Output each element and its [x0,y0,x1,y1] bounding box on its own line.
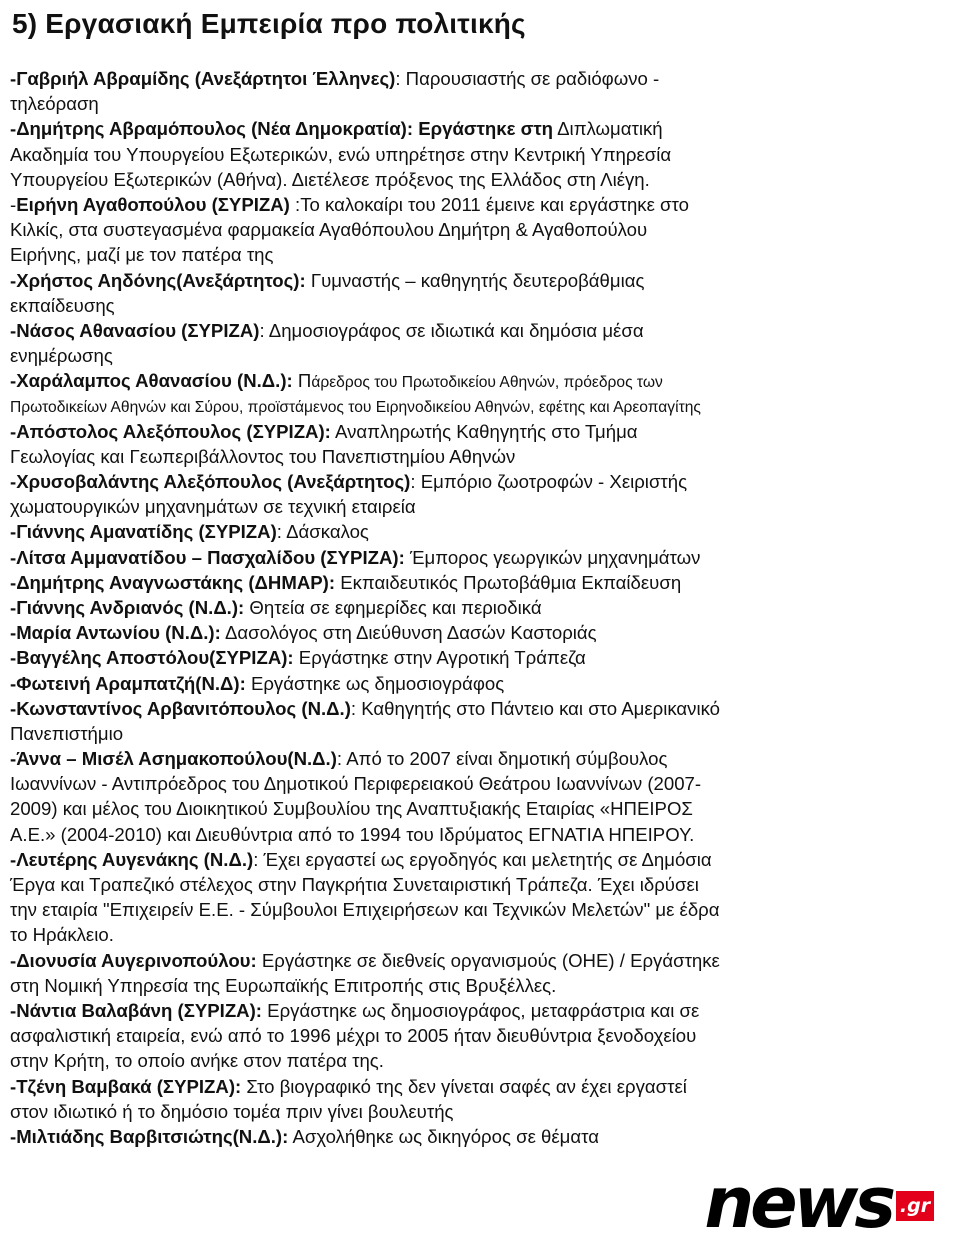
text-line [10,645,950,670]
document-page [10,0,950,1244]
text-line [10,368,950,393]
text-line [10,217,950,242]
text-line [10,293,950,318]
entry-text: Ασχολήθηκε ως δικηγόρος σε θέματα [288,1125,599,1147]
entry-text: Εργάστηκε σε διεθνείς οργανισμούς (ΟΗΕ) / Εργάστηκε [256,949,720,971]
text-line [10,796,950,821]
text-line [10,771,950,796]
entry-name: -Βαγγέλης Αποστόλου(ΣΥΡΙΖΑ): [10,647,294,669]
page-title: 5) Εργασιακή Εμπειρία προ πολιτικής [12,8,526,39]
entry-text: Αναπληρωτής Καθηγητής στο Τμήμα [330,420,638,442]
text-line [10,922,950,947]
text-line [10,242,950,267]
entry-text: Δασολόγος στη Διεύθυνση Δασών Καστοριάς [220,622,597,644]
entry-text: Α.Ε.» (2004-2010) και Διευθύντρια από το 1994 του Ιδρύματος ΕΓΝΑΤΙΑ ΗΠΕΙΡΟΥ. [10,823,695,845]
entry-text: :Το καλοκαίρι του 2011 έμεινε και εργάστηκε στο [289,193,689,215]
entry-name: -Λίτσα Αμμανατίδου – Πασχαλίδου (ΣΥΡΙΖΑ): [10,546,405,568]
text-line [10,444,950,469]
text-line [10,1099,950,1124]
entry-name: -Φωτεινή Αραμπατζή(Ν.Δ): [10,672,246,694]
text-line [10,318,950,343]
entry-text: : Καθηγητής στο Πάντειο και στο Αμερικανικό [350,697,721,719]
entry-text: Ακαδημία του Υπουργείου Εξωτερικών, ενώ υπηρέτησε στην Κεντρική Υπηρεσία [10,143,672,165]
entry-name: -Χρυσοβαλάντης Αλεξόπουλος (Ανεξάρτητος) [10,471,411,492]
logo-wordmark: news [704,1162,892,1244]
text-line [10,746,950,771]
entry-text: στη Νομική Υπηρεσία της Ευρωπαϊκής Επιτροπής στις Βρυξέλλες. [10,974,557,996]
entry-text: ασφαλιστική εταιρεία, ενώ από το 1996 μέχρι το 2005 ήταν διευθύντρια ξενοδοχείου [10,1025,697,1047]
entry-text: Υπουργείου Εξωτερικών (Αθήνα). Διετέλεσε πρόξενος της Ελλάδος στη Λιέγη. [10,168,650,190]
entry-text: στον ιδιωτικό ή το δημόσιο τομέα πριν γίνει βουλευτής [10,1100,454,1122]
entry-text: : Έχει εργαστεί ως εργοδηγός και μελετητής σε Δημόσια [253,848,712,870]
text-line [10,494,950,519]
entry-name: -Μαρία Αντωνίου (Ν.Δ.): [10,622,221,644]
text-line [10,393,950,418]
entry-name: -Νάσος Αθανασίου (ΣΥΡΙΖΑ) [10,319,260,341]
text-line [10,671,950,696]
text-line [10,545,950,570]
text-line [10,142,950,167]
text-line [10,973,950,998]
entry-text: Εργάστηκε ως δημοσιογράφος, μεταφράστρια και σε [262,999,700,1021]
entry-name: Ειρήνη Αγαθοπούλου (ΣΥΡΙΖΑ) [16,193,290,215]
entry-name: -Δημήτρης Αναγνωστάκης (ΔΗΜΑΡ): [10,571,336,593]
entry-text: Εκπαιδευτικός Πρωτοβάθμια Εκπαίδευση [335,571,682,593]
entry-text: Ιωαννίνων - Αντιπρόεδρος του Δημοτικού Περιφερειακού Θεάτρου Ιωαννίνων (2007- [10,773,702,795]
text-line [10,570,950,595]
entry-text: : Δημοσιογράφος σε ιδιωτικά και δημόσια μέσα [259,319,644,341]
entry-text: - [10,193,17,215]
text-line [10,519,950,544]
text-line [10,822,950,847]
entry-text: Πρωτοδικείων Αθηνών και Σύρου, προϊστάμενος του Ειρηνοδικείου Αθηνών, εφέτης και Αρεοπαγίτης [10,399,701,417]
entry-list [10,66,950,1149]
entry-text: Ειρήνης, μαζί με τον πατέρα της [10,244,274,266]
entry-text: Π [292,370,312,392]
entry-text: ενημέρωσης [10,345,113,367]
entry-name: -Μιλτιάδης Βαρβιτσιώτης(Ν.Δ.): [10,1125,289,1147]
entry-text: Πανεπιστήμιο [10,722,124,744]
text-line [10,419,950,444]
text-line [10,595,950,620]
entry-text: Θητεία σε εφημερίδες και περιοδικά [244,596,542,618]
text-line [10,91,950,116]
entry-text: εκπαίδευσης [10,294,115,316]
entry-text: : Από το 2007 είναι δημοτική σύμβουλος [336,748,668,770]
entry-name: -Τζένη Βαμβακά (ΣΥΡΙΖΑ): [10,1075,242,1097]
entry-text: στην Κρήτη, το οποίο ανήκε στον πατέρα της. [10,1050,384,1072]
entry-name: -Γιάννης Αμανατίδης (ΣΥΡΙΖΑ) [10,521,277,543]
text-line [10,998,950,1023]
entry-text: Κιλκίς, στα συστεγασμένα φαρμακεία Αγαθόπουλου Δημήτρη & Αγαθοπούλου [10,219,648,241]
entry-name: -Χαράλαμπος Αθανασίου (Ν.Δ.): [10,370,293,392]
text-line [10,1074,950,1099]
entry-text: Διπλωματική [553,118,663,140]
text-line [10,620,950,645]
entry-text: Έργα και Τραπεζικό στέλεχος στην Παγκρήτια Συνεταιριστική Τράπεζα. Έχει ιδρύσει [10,874,699,895]
text-line [10,897,950,922]
entry-name: -Λευτέρης Αυγενάκης (Ν.Δ.) [10,848,254,870]
text-line [10,66,950,91]
text-line [10,116,950,141]
entry-name: -Άννα – Μισέλ Ασημακοπούλου(Ν.Δ.) [10,748,337,770]
entry-name: -Απόστολος Αλεξόπουλος (ΣΥΡΙΖΑ): [10,420,331,442]
text-line [10,872,950,897]
text-line [10,1048,950,1073]
entry-name: -Γιάννης Ανδριανός (Ν.Δ.): [10,596,245,618]
text-line [10,696,950,721]
entry-text: το Ηράκλειο. [10,924,114,946]
entry-text: Εργάστηκε ως δημοσιογράφος [245,672,505,694]
entry-name: -Διονυσία Αυγερινοπούλου: [10,949,257,971]
entry-name: -Κωνσταντίνος Αρβανιτόπουλος (Ν.Δ.) [10,697,351,719]
entry-text: Στο βιογραφικό της δεν γίνεται σαφές αν έχει εργαστεί [241,1075,687,1097]
entry-text: Γεωλογίας και Γεωπεριβάλλοντος του Πανεπιστημίου Αθηνών [10,445,516,467]
entry-text: χωματουργικών μηχανημάτων σε τεχνική εταιρεία [10,496,416,518]
entry-text: : Εμπόριο ζωοτροφών - Χειριστής [410,471,688,492]
entry-text: Έμπορος γεωργικών μηχανημάτων [404,546,701,568]
entry-text: : Δάσκαλος [276,521,369,543]
entry-text: άρεδρος του Πρωτοδικείου Αθηνών, πρόεδρος των [311,374,663,392]
text-line [10,1023,950,1048]
text-line [10,268,950,293]
entry-name: -Γαβριήλ Αβραμίδης (Ανεξάρτητοι Έλληνες) [10,68,396,89]
logo-badge: .gr [896,1191,934,1221]
text-line [10,192,950,217]
news-gr-logo [634,1162,934,1244]
entry-name: -Χρήστος Αηδόνης(Ανεξάρτητος): [10,269,306,291]
text-line [10,469,950,494]
text-line [10,948,950,973]
text-line [10,1124,950,1149]
entry-name: -Νάντια Βαλαβάνη (ΣΥΡΙΖΑ): [10,999,262,1021]
entry-text: 2009) και μέλος του Διοικητικού Συμβουλίου της Αναπτυξιακής Εταιρίας «ΗΠΕΙΡΟΣ [10,798,693,820]
text-line [10,847,950,872]
text-line [10,167,950,192]
entry-text: Εργάστηκε στην Αγροτική Τράπεζα [293,647,586,669]
entry-text: : Παρουσιαστής σε ραδιόφωνο - [395,68,660,89]
entry-name: -Δημήτρης Αβραμόπουλος (Νέα Δημοκρατία): Εργάστηκε στη [10,118,553,140]
entry-text: την εταιρία "Επιχειρείν Ε.Ε. - Σύμβουλοι Επιχειρήσεων και Τεχνικών Μελετών" με έδρα [10,899,720,921]
entry-text: Γυμναστής – καθηγητής δευτεροβάθμιας [305,269,645,291]
text-line [10,721,950,746]
text-line [10,343,950,368]
entry-text: τηλεόραση [10,93,99,115]
